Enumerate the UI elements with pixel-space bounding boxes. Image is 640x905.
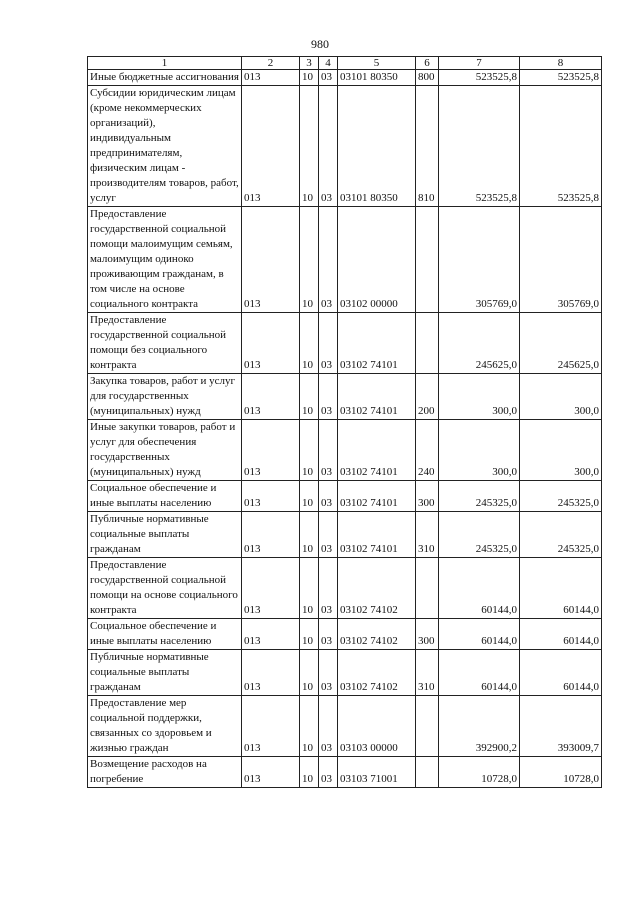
amount-cell-col8: 10728,0 [520, 757, 602, 788]
section-code-cell: 10 [300, 757, 319, 788]
amount-cell-col7: 60144,0 [439, 558, 520, 619]
row-name-cell: Социальное обеспечение и иные выплаты населению [88, 481, 242, 512]
target-article-cell: 03103 00000 [338, 696, 416, 757]
subsection-code-cell: 03 [319, 86, 338, 207]
subsection-code-cell: 03 [319, 558, 338, 619]
target-article-cell: 03102 74102 [338, 558, 416, 619]
ministry-code-cell: 013 [242, 86, 300, 207]
amount-cell-col8: 305769,0 [520, 207, 602, 313]
target-article-cell: 03102 74101 [338, 374, 416, 420]
subsection-code-cell: 03 [319, 512, 338, 558]
header-row [88, 57, 602, 70]
subsection-code-cell: 03 [319, 650, 338, 696]
subsection-code-cell: 03 [319, 757, 338, 788]
amount-cell-col7: 60144,0 [439, 619, 520, 650]
table-row [88, 696, 602, 757]
amount-cell-col8: 245325,0 [520, 481, 602, 512]
expense-type-cell: 300 [416, 619, 439, 650]
section-code-cell: 10 [300, 86, 319, 207]
amount-cell-col7: 60144,0 [439, 650, 520, 696]
section-code-cell: 10 [300, 558, 319, 619]
expense-type-cell: 800 [416, 70, 439, 86]
amount-cell-col7: 245325,0 [439, 481, 520, 512]
header-cell: 2 [242, 57, 300, 70]
subsection-code-cell: 03 [319, 420, 338, 481]
header-cell: 6 [416, 57, 439, 70]
expense-type-cell [416, 558, 439, 619]
amount-cell-col7: 10728,0 [439, 757, 520, 788]
subsection-code-cell: 03 [319, 696, 338, 757]
amount-cell-col7: 523525,8 [439, 70, 520, 86]
table-row [88, 313, 602, 374]
row-name-cell: Публичные нормативные социальные выплаты гражданам [88, 650, 242, 696]
table-row [88, 481, 602, 512]
target-article-cell: 03103 71001 [338, 757, 416, 788]
amount-cell-col8: 60144,0 [520, 650, 602, 696]
table-row [88, 619, 602, 650]
table-body [88, 70, 602, 788]
row-name-cell: Предоставление государственной социальной помощи на основе социального контракта [88, 558, 242, 619]
section-code-cell: 10 [300, 512, 319, 558]
section-code-cell: 10 [300, 481, 319, 512]
ministry-code-cell: 013 [242, 650, 300, 696]
expense-type-cell: 810 [416, 86, 439, 207]
ministry-code-cell: 013 [242, 481, 300, 512]
amount-cell-col8: 245625,0 [520, 313, 602, 374]
ministry-code-cell: 013 [242, 313, 300, 374]
header-cell: 1 [88, 57, 242, 70]
amount-cell-col8: 523525,8 [520, 86, 602, 207]
amount-cell-col7: 300,0 [439, 420, 520, 481]
amount-cell-col8: 523525,8 [520, 70, 602, 86]
budget-table [87, 56, 602, 788]
amount-cell-col8: 245325,0 [520, 512, 602, 558]
section-code-cell: 10 [300, 619, 319, 650]
ministry-code-cell: 013 [242, 70, 300, 86]
table-row [88, 650, 602, 696]
amount-cell-col7: 245625,0 [439, 313, 520, 374]
section-code-cell: 10 [300, 650, 319, 696]
table-row [88, 86, 602, 207]
ministry-code-cell: 013 [242, 558, 300, 619]
expense-type-cell: 310 [416, 650, 439, 696]
section-code-cell: 10 [300, 696, 319, 757]
header-cell: 7 [439, 57, 520, 70]
subsection-code-cell: 03 [319, 313, 338, 374]
row-name-cell: Иные закупки товаров, работ и услуг для обеспечения государственных (муниципальных) нужд [88, 420, 242, 481]
ministry-code-cell: 013 [242, 757, 300, 788]
expense-type-cell: 300 [416, 481, 439, 512]
expense-type-cell: 200 [416, 374, 439, 420]
subsection-code-cell: 03 [319, 70, 338, 86]
amount-cell-col7: 392900,2 [439, 696, 520, 757]
target-article-cell: 03101 80350 [338, 70, 416, 86]
target-article-cell: 03102 74101 [338, 313, 416, 374]
row-name-cell: Предоставление мер социальной поддержки, связанных со здоровьем и жизнью граждан [88, 696, 242, 757]
section-code-cell: 10 [300, 420, 319, 481]
row-name-cell: Закупка товаров, работ и услуг для государственных (муниципальных) нужд [88, 374, 242, 420]
table-row [88, 512, 602, 558]
row-name-cell: Публичные нормативные социальные выплаты гражданам [88, 512, 242, 558]
subsection-code-cell: 03 [319, 207, 338, 313]
amount-cell-col8: 300,0 [520, 374, 602, 420]
ministry-code-cell: 013 [242, 696, 300, 757]
amount-cell-col7: 300,0 [439, 374, 520, 420]
target-article-cell: 03102 74101 [338, 481, 416, 512]
amount-cell-col8: 300,0 [520, 420, 602, 481]
amount-cell-col8: 60144,0 [520, 558, 602, 619]
row-name-cell: Предоставление государственной социальной помощи малоимущим семьям, малоимущим одиноко проживающим гражданам, в том числе на основе социального контракта [88, 207, 242, 313]
subsection-code-cell: 03 [319, 374, 338, 420]
ministry-code-cell: 013 [242, 207, 300, 313]
page-number: 980 [311, 37, 329, 51]
expense-type-cell: 310 [416, 512, 439, 558]
expense-type-cell [416, 696, 439, 757]
section-code-cell: 10 [300, 313, 319, 374]
section-code-cell: 10 [300, 374, 319, 420]
target-article-cell: 03102 74101 [338, 420, 416, 481]
ministry-code-cell: 013 [242, 420, 300, 481]
target-article-cell: 03102 00000 [338, 207, 416, 313]
header-cell: 8 [520, 57, 602, 70]
amount-cell-col7: 245325,0 [439, 512, 520, 558]
table-row [88, 374, 602, 420]
row-name-cell: Предоставление государственной социальной помощи без социального контракта [88, 313, 242, 374]
row-name-cell: Возмещение расходов на погребение [88, 757, 242, 788]
amount-cell-col7: 523525,8 [439, 86, 520, 207]
header-cell: 5 [338, 57, 416, 70]
expense-type-cell [416, 313, 439, 374]
row-name-cell: Субсидии юридическим лицам (кроме некоммерческих организаций), индивидуальным предпринимателям, физическим лицам - производителям товаров, работ, услуг [88, 86, 242, 207]
ministry-code-cell: 013 [242, 374, 300, 420]
target-article-cell: 03102 74101 [338, 512, 416, 558]
ministry-code-cell: 013 [242, 619, 300, 650]
header-cell: 3 [300, 57, 319, 70]
section-code-cell: 10 [300, 207, 319, 313]
section-code-cell: 10 [300, 70, 319, 86]
amount-cell-col7: 305769,0 [439, 207, 520, 313]
expense-type-cell [416, 757, 439, 788]
expense-type-cell: 240 [416, 420, 439, 481]
expense-type-cell [416, 207, 439, 313]
table-row [88, 420, 602, 481]
table-row [88, 757, 602, 788]
table-row [88, 70, 602, 86]
amount-cell-col8: 393009,7 [520, 696, 602, 757]
subsection-code-cell: 03 [319, 481, 338, 512]
amount-cell-col8: 60144,0 [520, 619, 602, 650]
row-name-cell: Социальное обеспечение и иные выплаты населению [88, 619, 242, 650]
row-name-cell: Иные бюджетные ассигнования [88, 70, 242, 86]
header-cell: 4 [319, 57, 338, 70]
ministry-code-cell: 013 [242, 512, 300, 558]
subsection-code-cell: 03 [319, 619, 338, 650]
target-article-cell: 03102 74102 [338, 619, 416, 650]
target-article-cell: 03101 80350 [338, 86, 416, 207]
target-article-cell: 03102 74102 [338, 650, 416, 696]
table-row [88, 207, 602, 313]
table-row [88, 558, 602, 619]
